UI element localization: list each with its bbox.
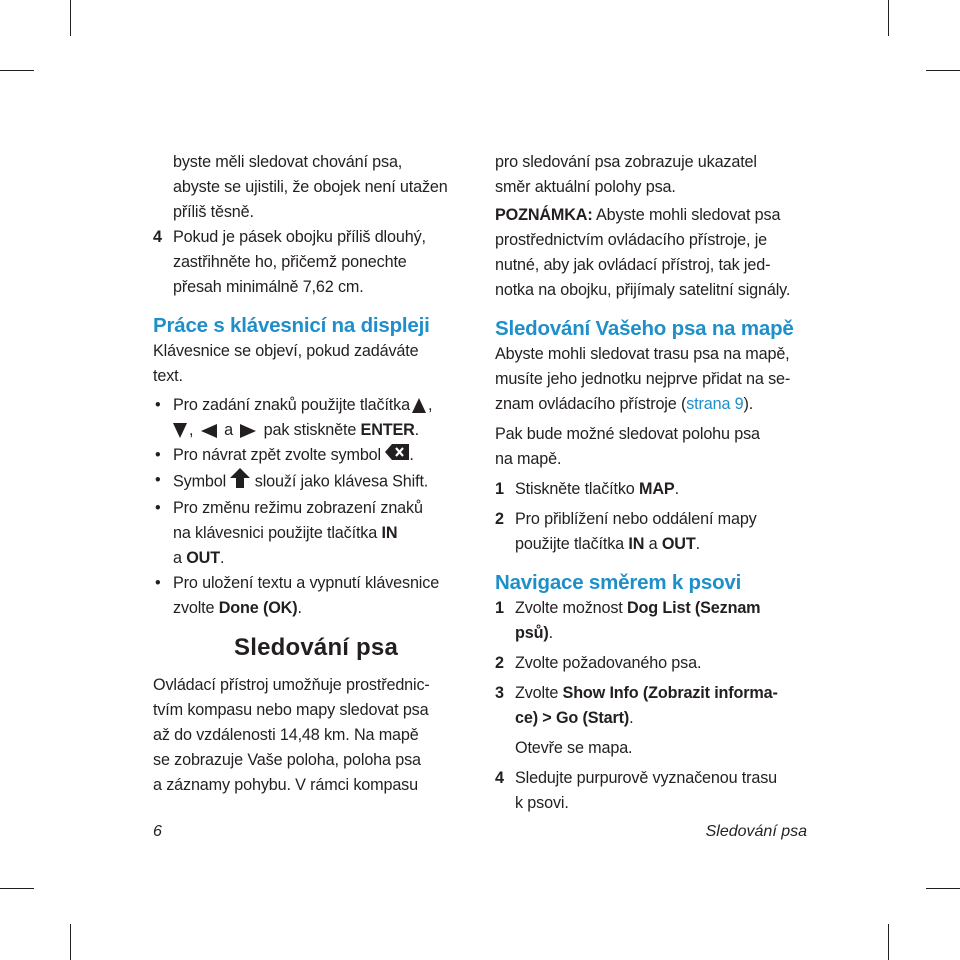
left-column	[153, 150, 479, 798]
right-column	[495, 150, 821, 816]
bullet-item: • Pro změnu režimu zobrazení znaků na klávesnici použijte tlačítka IN a OUT.	[155, 499, 423, 568]
shift-icon	[230, 468, 250, 496]
map-paragraph: Abyste mohli sledovat trasu psa na mapě, musíte jeho jednotku nejprve přidat na se- znam ovládacího přístroje (strana 9).	[495, 345, 791, 413]
keyboard-intro: Klávesnice se objeví, pokud zadáváte text.	[153, 342, 419, 385]
crop-mark	[70, 0, 71, 36]
note-label: POZNÁMKA:	[495, 206, 593, 224]
step-1: 1 Stiskněte tlačítko MAP.	[495, 480, 679, 498]
nav-step-2: 2 Zvolte požadovaného psa.	[495, 654, 702, 672]
backspace-icon	[385, 443, 409, 468]
arrow-left-icon	[201, 424, 217, 438]
crop-mark	[926, 888, 960, 889]
nav-step-3: 3 Zvolte Show Info (Zobrazit informa- ce) > Go (Start).	[495, 684, 778, 727]
crop-mark	[926, 70, 960, 71]
nav-step-3-result: Otevře se mapa.	[515, 739, 633, 757]
arrow-right-icon	[240, 424, 256, 438]
bullet-item: • Pro zadání znaků použijte tlačítka , , a pak stiskněte ENTER.	[155, 396, 433, 439]
page-number: 6	[153, 823, 162, 840]
step-4: 4 Pokud je pásek obojku příliš dlouhý, zastřihněte ho, přičemž ponechte přesah minimálně 7,62 cm.	[153, 225, 479, 300]
bullet-item: • Symbol slouží jako klávesa Shift.	[153, 468, 479, 496]
nav-step-1: 1 Zvolte možnost Dog List (Seznam psů).	[495, 599, 761, 642]
section-heading: Sledování psa	[234, 634, 398, 662]
crop-mark	[888, 924, 889, 960]
keyboard-heading: Práce s klávesnicí na displeji	[153, 314, 430, 337]
page-reference-link[interactable]: strana 9	[686, 395, 744, 413]
step-2: 2 Pro přiblížení nebo oddálení mapy použijte tlačítka IN a OUT.	[495, 510, 757, 553]
nav-step-4: 4 Sledujte purpurově vyznačenou trasu k psovi.	[495, 769, 778, 812]
crop-mark	[70, 924, 71, 960]
arrow-down-icon	[173, 423, 187, 438]
tracking-paragraph: Ovládací přístroj umožňuje prostřednic- tvím kompasu nebo mapy sledovat psa až do vzdálenosti 14,48 km. Na mapě se zobrazuje Vaše poloha, poloha psa a záznamy pohybu. V rámci kompasu	[153, 676, 430, 795]
continued-paragraph: byste měli sledovat chování psa, abyste se ujistili, že obojek není utažen příliš těsně.	[173, 153, 448, 221]
crop-mark	[888, 0, 889, 36]
note: POZNÁMKA: Abyste mohli sledovat psa prostřednictvím ovládacího přístroje, je nutné, aby jak ovládací přístroj, tak jed- notka na obojku, přijímaly satelitní signály.	[495, 206, 791, 299]
crop-mark	[0, 70, 34, 71]
map-heading: Sledování Vašeho psa na mapě	[495, 317, 794, 340]
navigation-heading: Navigace směrem k psovi	[495, 571, 742, 594]
step-number: 4	[153, 228, 162, 246]
bullet-item: • Pro uložení textu a vypnutí klávesnice zvolte Done (OK).	[155, 574, 440, 618]
bullet-item: • Pro návrat zpět zvolte symbol .	[153, 443, 479, 468]
crop-mark	[0, 888, 34, 889]
map-paragraph-2: Pak bude možné sledovat polohu psa na mapě.	[495, 425, 760, 468]
footer-section-title: Sledování psa	[705, 823, 807, 840]
arrow-up-icon	[412, 398, 426, 413]
continued-paragraph: pro sledování psa zobrazuje ukazatel směr aktuální polohy psa.	[495, 153, 757, 196]
